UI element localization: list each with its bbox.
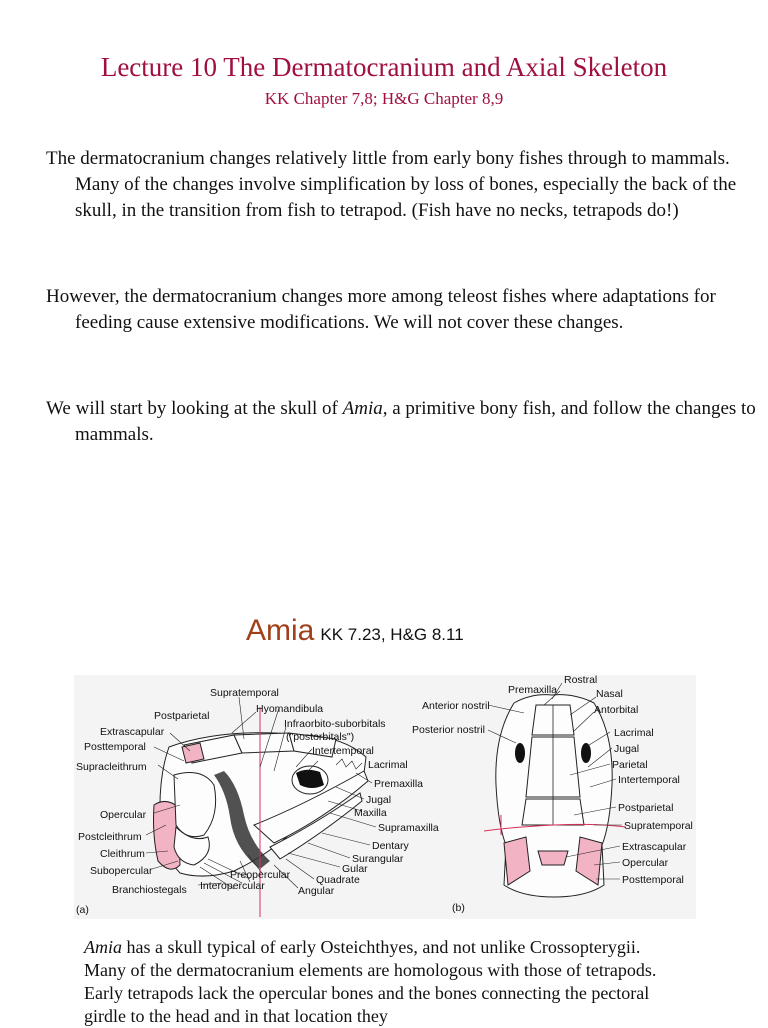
opercular-bone <box>174 773 216 837</box>
label-quadrate-a: Quadrate <box>316 874 360 886</box>
label-gular-a: Gular <box>342 863 368 875</box>
amia-skull-figure <box>74 675 696 919</box>
page-subtitle: KK Chapter 7,8; H&G Chapter 8,9 <box>264 89 504 108</box>
label-jugal-a: Jugal <box>366 794 392 806</box>
extrascapular-highlight <box>182 743 204 763</box>
bottom-paragraph <box>84 936 684 1028</box>
right-orbit-dark <box>581 743 591 763</box>
figure-heading-genus: Amia <box>246 614 315 647</box>
label-postcleithrum-a: Postcleithrum <box>78 831 142 843</box>
label-rostral-b: Rostral <box>564 675 598 686</box>
paragraph-3-text-start: We will start by looking at the skull of <box>46 398 343 419</box>
label-postparietal-b: Postparietal <box>618 802 674 814</box>
label-premaxilla-b: Premaxilla <box>508 684 558 696</box>
label-extrascapular-a: Extrascapular <box>100 726 165 738</box>
label-intertemporal-b: Intertemporal <box>618 774 680 786</box>
label-opercular-b: Opercular <box>622 857 669 869</box>
bottom-paragraph-text: has a skull typical of early Osteichthyes, and not unlike Crossopterygii. Many of the dermatocranium elements are homologous with those of tetrapods. Early tetrapods lack the opercular bones and the bones connecting the pectoral girdle to the head and in that location they <box>84 937 657 1026</box>
page-title: Lecture 10 The Dermatocranium and Axial Skeleton <box>100 52 668 82</box>
label-lacrimal-a: Lacrimal <box>368 759 408 771</box>
label-posttemporal-b: Posttemporal <box>622 874 684 886</box>
extrascapular-highlight-b <box>538 851 568 865</box>
panel-b-label: (b) <box>452 902 465 914</box>
label-supratemporal-b: Supratemporal <box>624 820 693 832</box>
label-postorbitals-a: ("postorbitals") <box>286 731 355 743</box>
label-supramaxilla-a: Supramaxilla <box>378 822 439 834</box>
label-maxilla-a: Maxilla <box>354 807 387 819</box>
intertemporal-bone <box>234 733 294 753</box>
label-antorbital-b: Antorbital <box>594 704 639 716</box>
bottom-amia-italic: Amia <box>84 937 122 957</box>
label-postparietal-a: Postparietal <box>154 710 210 722</box>
paragraph-3-text-end: , a primitive bony fish, and follow the changes to mammals. <box>75 398 756 445</box>
label-surangular-a: Surangular <box>352 853 404 865</box>
paragraph-3 <box>46 396 765 448</box>
label-parietal-b: Parietal <box>612 759 648 771</box>
paragraph-1: The dermatocranium changes relatively little from early bony fishes through to mammals. Many of the changes involve simplification by loss of bones, especially the back of the skull, in the transition from fish to tetrapod. (Fish have no necks, tetrapods do!) <box>46 148 737 221</box>
left-orbit-dark <box>515 743 525 763</box>
label-opercular-a: Opercular <box>100 809 147 821</box>
label-intertemporal-a: Intertemporal <box>312 745 374 757</box>
label-dentary-a: Dentary <box>372 840 409 852</box>
label-cleithrum-a: Cleithrum <box>100 848 145 860</box>
amia-italic: Amia <box>342 398 383 419</box>
label-subopercular-a: Subopercular <box>90 865 153 877</box>
label-extrascapular-b: Extrascapular <box>622 841 687 853</box>
label-posterior-nostril-b: Posterior nostril <box>412 724 485 736</box>
label-lacrimal-b: Lacrimal <box>614 727 654 739</box>
paragraph-2: However, the dermatocranium changes more among teleost fishes where adaptations for feeding cause extensive modifications. We will not cover these changes. <box>46 286 716 333</box>
figure-heading <box>246 614 464 648</box>
label-anterior-nostril-b: Anterior nostril <box>422 700 490 712</box>
label-supratemporal-a: Supratemporal <box>210 687 279 699</box>
label-nasal-b: Nasal <box>596 688 623 700</box>
label-branchiostegals-a: Branchiostegals <box>112 884 187 896</box>
label-preopercular-a: Preopercular <box>230 869 291 881</box>
label-hyomandibula-a: Hyomandibula <box>256 703 324 715</box>
label-angular-a: Angular <box>298 885 335 897</box>
label-interopercular-a: Interopercular <box>200 880 265 892</box>
label-premaxilla-a: Premaxilla <box>374 778 424 790</box>
label-supracleithrum-a: Supracleithrum <box>76 761 147 773</box>
label-posttemporal-a: Posttemporal <box>84 741 146 753</box>
amia-skull-illustration <box>74 675 696 919</box>
label-infraorbito-a: Infraorbito-suborbitals <box>284 718 386 730</box>
panel-a-label: (a) <box>76 904 89 916</box>
figure-heading-refs: KK 7.23, H&G 8.11 <box>320 625 464 644</box>
label-jugal-b: Jugal <box>614 743 640 755</box>
